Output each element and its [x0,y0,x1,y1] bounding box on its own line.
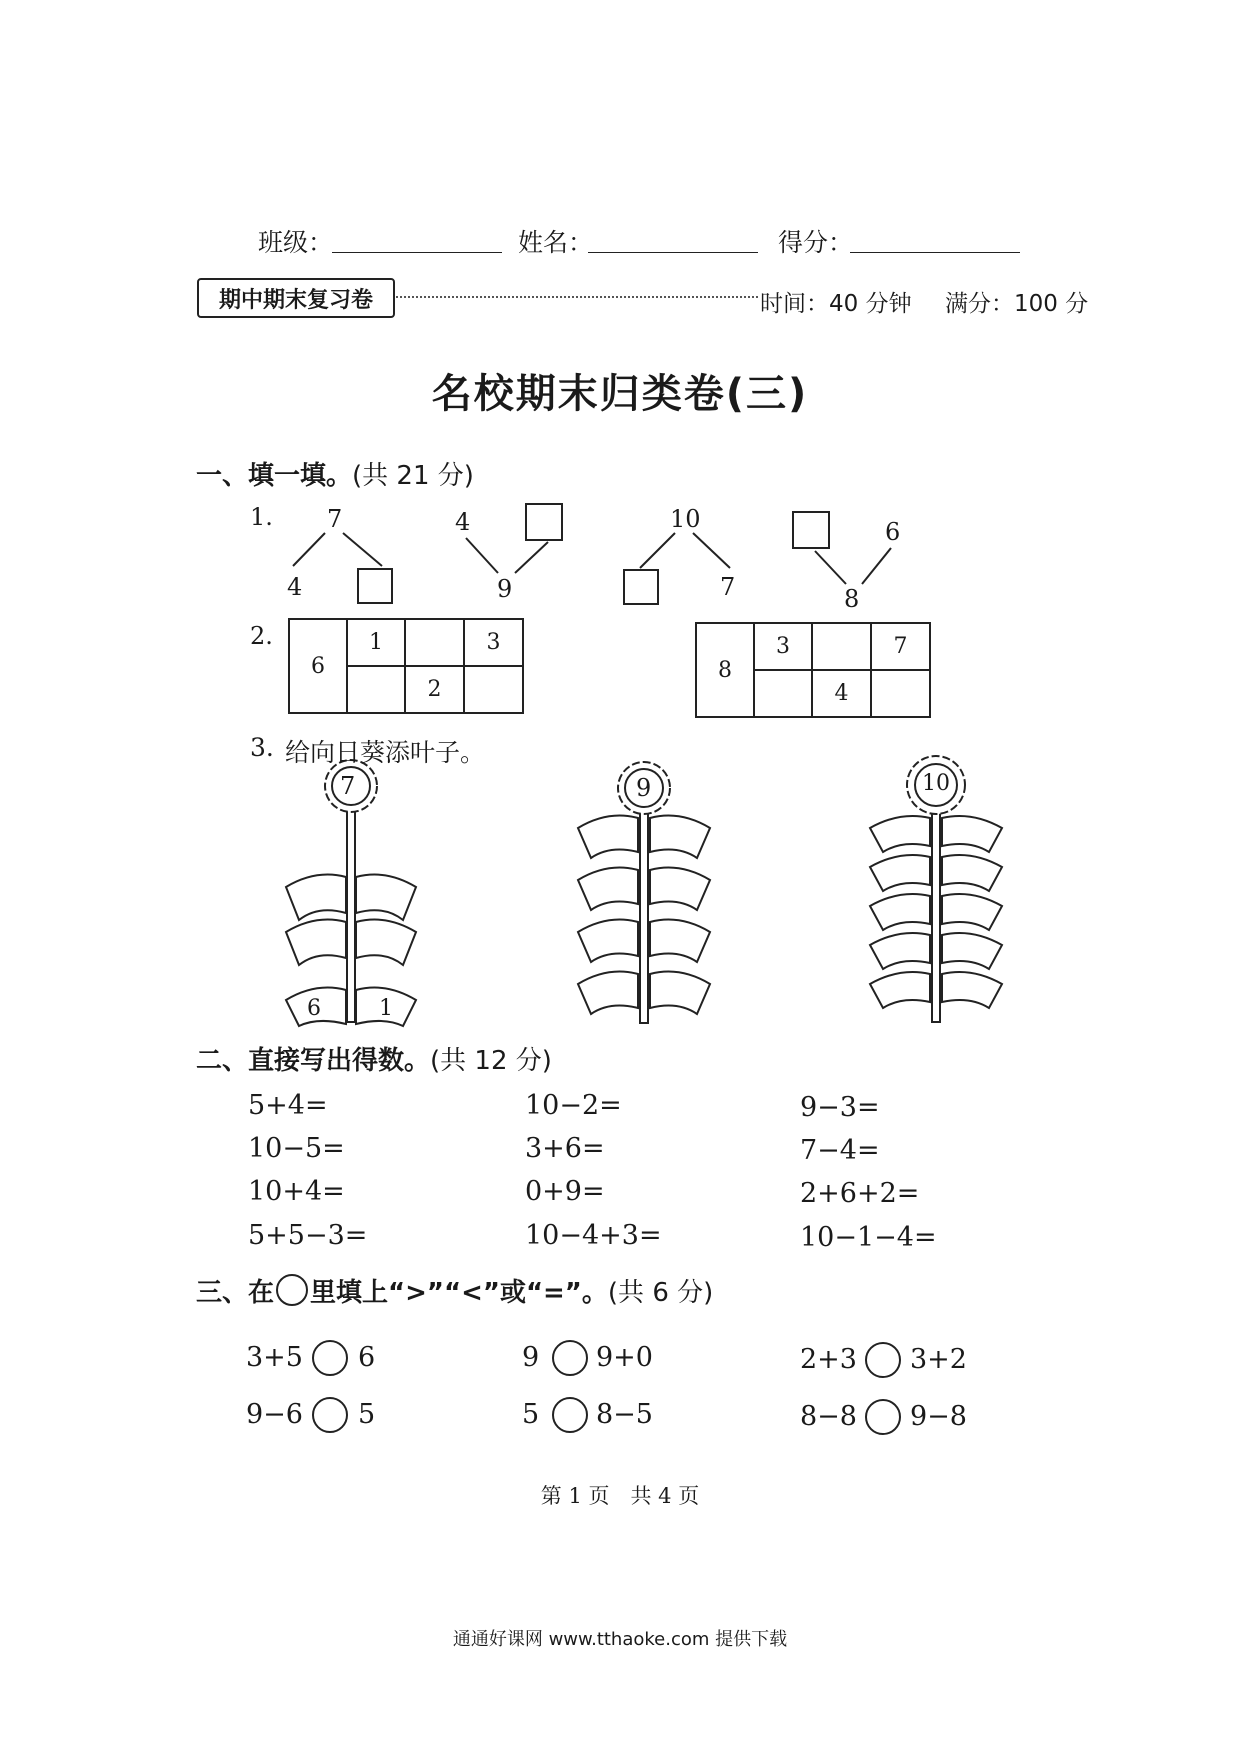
table1-bottom-1[interactable] [348,667,404,712]
leaf-f3-r3 [942,894,1002,930]
equation-r1-c1: 5+4= [248,1090,328,1121]
compare-3-right: 3+2 [910,1344,967,1375]
table1-top-2[interactable] [406,620,463,665]
sunflower-2-number: 9 [636,774,652,802]
leaf-f3-r4 [942,933,1002,969]
tree4-answer-box[interactable] [793,512,829,548]
equation-r3-c2: 0+9= [525,1176,605,1207]
circle-symbol-icon [276,1274,308,1306]
q3-label: 3. [250,733,274,762]
leaf-f2-r4 [650,972,710,1014]
table2-top-1: 3 [776,634,790,659]
leaf-f1-l1 [286,875,346,920]
compare-circle-1[interactable] [313,1341,347,1375]
sunflower-2-stem [640,808,648,1023]
compare-5-right: 8−5 [596,1399,653,1430]
sunflower-3-stem [932,809,940,1022]
equation-r1-c2: 10−2= [525,1090,622,1121]
tree1-branch-left [293,533,325,566]
leaf-f3-l4 [870,933,930,969]
tree1-left: 4 [287,573,303,601]
section2-heading: 二、直接写出得数。(共 12 分) [196,1046,552,1076]
compare-circle-2[interactable] [553,1341,587,1375]
q1-label: 1. [250,503,273,531]
tree4-bottom: 8 [844,585,860,613]
equation-r2-c3: 7−4= [800,1135,880,1166]
tree4-branch-left [815,551,846,584]
page-number: 第 1 页 共 4 页 [540,1484,700,1508]
compare-circle-4[interactable] [313,1398,347,1432]
tree2-branch-left [466,538,498,573]
compare-6-left: 8−8 [800,1401,857,1432]
equation-r2-c1: 10−5= [248,1133,345,1164]
sunflower-1-stem [347,807,355,1022]
class-label: 班级： [258,228,334,257]
leaf-f1-l3-number: 6 [307,996,321,1021]
table2-top-3: 7 [893,634,908,659]
time-limit: 时间：40 分钟 [760,291,912,317]
table1-top-1: 1 [369,630,383,655]
tree2-answer-box[interactable] [526,504,562,540]
sunflower-3-number: 10 [922,771,950,796]
compare-2-left: 9 [522,1342,540,1373]
compare-2-right: 9+0 [596,1342,653,1373]
source-credit: 通通好课网 www.tthaoke.com 提供下载 [452,1629,788,1650]
table2-bottom-2: 4 [834,681,849,706]
tree2-branch-right [515,542,548,573]
compare-4-right: 5 [358,1399,376,1430]
leaf-f3-r1 [942,816,1002,852]
table1-bottom-3[interactable] [465,667,522,712]
equation-r4-c1: 5+5−3= [248,1220,368,1251]
q2-label: 2. [250,622,273,650]
table1-head: 6 [311,653,325,679]
leaf-f3-l2 [870,855,930,891]
equation-r4-c3: 10−1−4= [800,1222,937,1253]
number-table-1 [288,618,524,714]
leaf-f2-l4 [578,972,638,1014]
compare-1-right: 6 [358,1342,376,1373]
exam-type-text: 期中期末复习卷 [218,287,373,313]
compare-1-left: 3+5 [246,1342,303,1373]
score-label: 得分： [778,228,854,257]
equation-r3-c3: 2+6+2= [800,1178,920,1209]
leaf-f3-l3 [870,894,930,930]
leaf-f1-r2 [356,920,416,965]
leaf-f2-r2 [650,868,710,910]
sunflower-1-number: 7 [340,772,356,800]
compare-6-right: 9−8 [910,1401,967,1432]
leaf-f2-l1 [578,816,638,858]
leaf-f1-l2 [286,920,346,965]
tree1-branch-right [343,533,382,566]
tree2-bottom: 9 [497,575,513,603]
tree4-branch-right [862,548,891,584]
leaf-f2-l3 [578,920,638,962]
compare-3-left: 2+3 [800,1344,857,1375]
table2-bottom-3[interactable] [872,671,929,716]
leaf-f3-l5 [870,972,930,1008]
leaf-f2-r1 [650,816,710,858]
number-table-2 [695,622,931,718]
q3-text: 给向日葵添叶子。 [285,738,486,767]
section1-heading: 一、填一填。(共 21 分) [196,461,474,491]
tree1-top: 7 [327,505,343,533]
equation-r4-c2: 10−4+3= [525,1220,662,1251]
table1-bottom-2: 2 [427,677,442,702]
leaf-f3-l1 [870,816,930,852]
table1-top-3: 3 [486,630,501,655]
full-score: 满分：100 分 [945,291,1089,317]
compare-5-left: 5 [522,1399,540,1430]
tree3-top: 10 [670,505,701,533]
page-title: 名校期末归类卷(三) [431,371,809,417]
tree3-right: 7 [720,573,736,601]
table2-head: 8 [718,657,732,683]
leaf-f3-r2 [942,855,1002,891]
equation-r2-c2: 3+6= [525,1133,605,1164]
table2-top-2[interactable] [813,624,870,669]
tree1-answer-box[interactable] [358,569,392,603]
compare-circle-5[interactable] [553,1398,587,1432]
leaf-f2-l2 [578,868,638,910]
leaf-f3-r5 [942,972,1002,1008]
compare-circle-6[interactable] [866,1400,900,1434]
tree3-answer-box[interactable] [624,570,658,604]
section3-heading: 三、在 里填上“>”“<”或“=”。(共 6 分) [196,1272,713,1309]
compare-circle-3[interactable] [866,1343,900,1377]
tree2-top-left: 4 [455,508,471,536]
leaf-f1-r3-number: 1 [379,996,393,1021]
tree3-branch-right [693,533,730,568]
equation-r3-c1: 10+4= [248,1176,345,1207]
tree4-top-right: 6 [885,518,901,546]
leaf-f1-r1 [356,875,416,920]
compare-4-left: 9−6 [246,1399,303,1430]
equation-r1-c3: 9−3= [800,1092,880,1123]
table2-bottom-1[interactable] [755,671,811,716]
leaf-f2-r3 [650,920,710,962]
name-label: 姓名： [518,228,594,257]
tree3-branch-left [640,533,675,568]
